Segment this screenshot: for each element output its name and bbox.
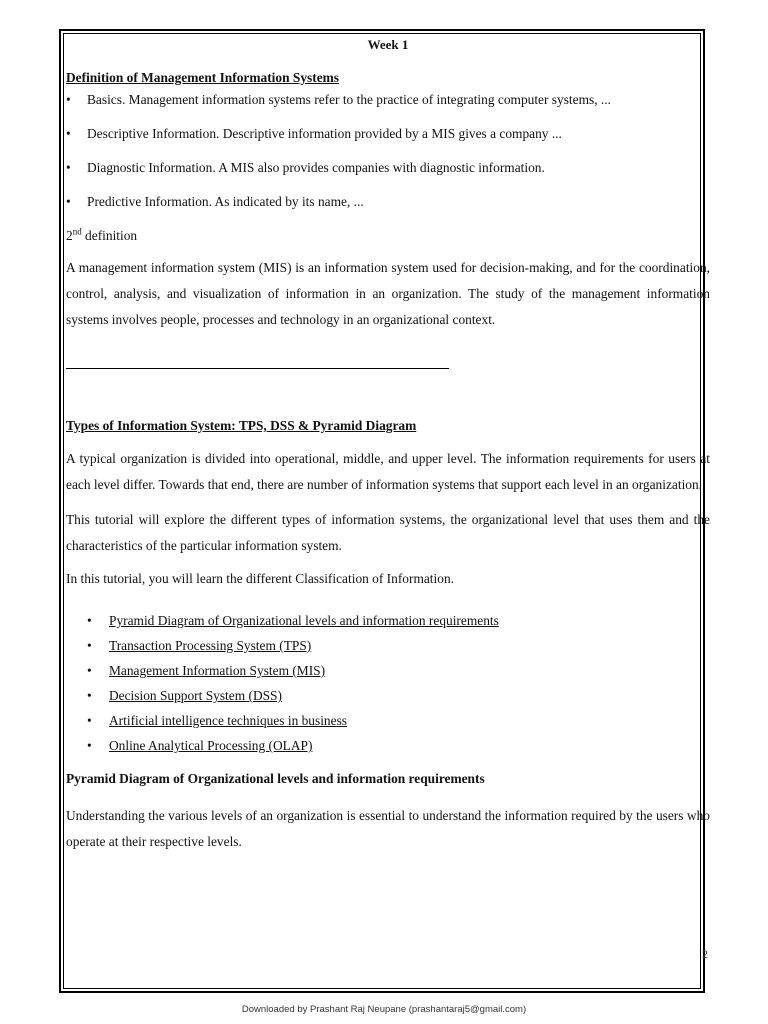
section3-heading: Pyramid Diagram of Organizational levels and information requirements: [66, 771, 485, 786]
topic-link-list: [66, 612, 710, 762]
week-title: Week 1: [367, 37, 409, 52]
bullet-text: Basics. Management information systems refer to the practice of integrating computer systems, ...: [87, 92, 611, 107]
bullet-icon: •: [87, 638, 92, 653]
link-olap[interactable]: Online Analytical Processing (OLAP): [109, 738, 313, 753]
bullet-icon: •: [87, 613, 92, 628]
link-ai-techniques[interactable]: Artificial intelligence techniques in business: [109, 713, 347, 728]
levels-understanding-paragraph: Understanding the various levels of an organization is essential to understand the information required by the users who operate at their respective levels.: [66, 808, 710, 849]
bullet-item: [66, 159, 710, 193]
bullet-item: [66, 193, 710, 227]
section2-heading: Types of Information System: TPS, DSS & Pyramid Diagram: [66, 418, 417, 433]
bullet-icon: •: [87, 713, 92, 728]
bullet-text: Diagnostic Information. A MIS also provides companies with diagnostic information.: [87, 160, 545, 175]
link-mis[interactable]: Management Information System (MIS): [109, 663, 326, 678]
bullet-text: Predictive Information. As indicated by its name, ...: [87, 194, 364, 209]
bullet-icon: •: [87, 663, 92, 678]
link-dss[interactable]: Decision Support System (DSS): [109, 688, 282, 703]
bullet-text: Descriptive Information. Descriptive information provided by a MIS gives a company ...: [87, 126, 562, 141]
bullet-icon: •: [87, 738, 92, 753]
bullet-item: [66, 125, 710, 159]
classification-paragraph: In this tutorial, you will learn the different Classification of Information.: [66, 571, 454, 586]
bullet-icon: •: [66, 92, 71, 107]
section1-heading: Definition of Management Information Systems: [66, 70, 339, 85]
document-body: [66, 34, 710, 855]
list-item: [66, 687, 710, 712]
list-item: [66, 662, 710, 687]
second-def-suffix: nd: [72, 226, 82, 237]
bullet-icon: •: [66, 194, 71, 209]
page-number: 2: [702, 947, 708, 961]
levels-paragraph: A typical organization is divided into operational, middle, and upper level. The information requirements for users at each level differ. Towards that end, there are number of information systems that support each level in an organization.: [66, 451, 710, 492]
list-item: [66, 637, 710, 662]
bullet-icon: •: [87, 688, 92, 703]
link-tps[interactable]: Transaction Processing System (TPS): [109, 638, 312, 653]
second-def-word: definition: [81, 228, 138, 243]
bullet-icon: •: [66, 160, 71, 175]
list-item: [66, 612, 710, 637]
bullet-item: [66, 91, 710, 125]
horizontal-rule: [66, 368, 449, 369]
mis-definition-paragraph: A management information system (MIS) is an information system used for decision-making, and for the coordination, control, analysis, and visualization of information in an organization. The study of the management information systems involves people, processes and technology in an organizational context.: [66, 260, 710, 327]
bullet-icon: •: [66, 126, 71, 141]
list-item: [66, 712, 710, 737]
link-pyramid-diagram[interactable]: Pyramid Diagram of Organizational levels and information requirements: [109, 613, 499, 628]
download-footer: Downloaded by Prashant Raj Neupane (prashantaraj5@gmail.com): [241, 1004, 527, 1015]
second-def-number: 2: [66, 228, 73, 243]
list-item: [66, 737, 710, 762]
tutorial-paragraph: This tutorial will explore the different types of information systems, the organizational level that uses them and the characteristics of the particular information system.: [66, 512, 710, 553]
